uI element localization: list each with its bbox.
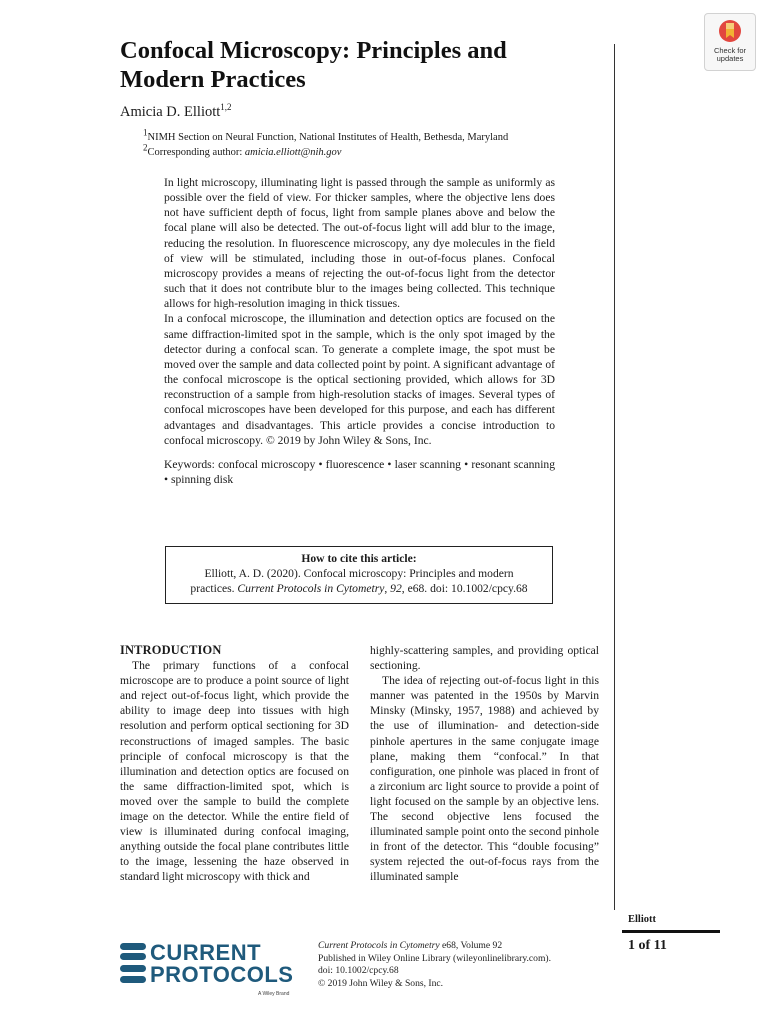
body-column-left xyxy=(120,643,349,885)
page-number: 1 of 11 xyxy=(628,938,667,953)
footer-doi-line[interactable]: doi: 10.1002/cpcy.68 xyxy=(318,965,399,977)
logo-subtitle: A Wiley Brand xyxy=(258,991,290,997)
publication-footer xyxy=(318,940,603,990)
body-paragraph: The idea of rejecting out-of-focus light in this manner was patented in the 1950s by Marvin Minsky (Minsky, 1957, 1988) and achieved by the use of illumination- and detection-side pinhole apertures in the same conjugate image plane, making them “confocal.” In that configuration, one pinhole was placed in front of a zirconium arc light source to provide a point of light focused on the sample by an objective lens. The second objective lens focused the illuminated sample point onto the second pinhole in front of the detector. This “double focusing” system rejected the out-of-focus rays from the illuminated sample xyxy=(370,674,599,884)
keyword: confocal microscopy xyxy=(218,457,316,471)
footer-copyright-line: © 2019 John Wiley & Sons, Inc. xyxy=(318,977,444,989)
badge-line1: Check for xyxy=(713,46,747,55)
keywords-label: Keywords: xyxy=(164,457,215,471)
check-for-updates-badge[interactable] xyxy=(704,13,756,71)
citation-volume: 92 xyxy=(390,582,402,595)
logo-word-protocols: PROTOCOLS xyxy=(150,962,294,987)
keywords: Keywords: confocal microscopy • fluorescence • laser scanning • resonant scanning • spinning disk xyxy=(164,457,556,486)
citation-line-1: Elliott, A. D. (2020). Confocal microscopy: Principles and modern xyxy=(204,567,514,580)
current-protocols-logo xyxy=(120,942,300,996)
logo-word-current: CURRENT xyxy=(150,940,262,965)
keyword: spinning disk xyxy=(170,472,234,486)
author-line xyxy=(120,104,232,121)
body-column-right xyxy=(370,643,599,885)
page-number-rule xyxy=(622,930,720,933)
citation-heading: How to cite this article: xyxy=(301,552,417,565)
keyword: laser scanning xyxy=(394,457,461,471)
keyword: fluorescence xyxy=(325,457,385,471)
author-marks: 1,2 xyxy=(220,102,232,113)
body-paragraph: highly-scattering samples, and providing optical sectioning. xyxy=(370,644,599,673)
footer-journal-line: Current Protocols in Cytometry e68, Volume 92 xyxy=(318,940,503,951)
affiliation-1: $^1$NIMH Section on Neural Function, National Institutes of Health, Bethesda, Maryland xyxy=(143,127,509,143)
affiliation-2: $^2$Corresponding author: amicia.elliott@nih.gov xyxy=(143,142,342,158)
citation-journal: Current Protocols in Cytometry xyxy=(237,582,385,595)
badge-line2: updates xyxy=(716,54,744,63)
author-name: Amicia D. Elliott xyxy=(120,104,221,120)
abstract xyxy=(164,175,555,487)
abstract-paragraph-1: In light microscopy, illuminating light is passed through the sample as uniformly as possible over the field of view. For thicker samples, where the objective lens does not have sufficient depth of focus, light from sample planes above and below the focal plane will also be detected. The out-of-focus light will add blur to the image, reducing the resolution. In fluorescence microscopy, any dye molecules in the field of view will be stimulated, including those in out-of-focus planes. Confocal microscopy provides a means of rejecting the out-of-focus light from the detector such that it does not contribute blur to the images being collected. This technique allows for high-resolution imaging in thick tissues. xyxy=(164,176,555,311)
corresponding-email-link[interactable]: amicia.elliott@nih.gov xyxy=(244,147,342,158)
citation-line-2: practices. Current Protocols in Cytometry, 92, e68. doi: 10.1002/cpcy.68 xyxy=(190,582,528,595)
keyword: resonant scanning xyxy=(471,457,556,471)
citation-box xyxy=(165,546,553,604)
footer-published-line: Published in Wiley Online Library (wileyonlinelibrary.com). xyxy=(318,952,552,964)
column-divider-rule xyxy=(614,44,615,910)
affiliations xyxy=(143,127,593,160)
article-title: Confocal Microscopy: Principles and Modern Practices xyxy=(120,37,507,93)
abstract-paragraph-2: In a confocal microscope, the illumination and detection optics are focused on the same diffraction-limited spot in the sample, which is the only spot imaged by the detector during a confocal scan. To generate a complete image, the spot must be moved over the sample and data collected point by point. A significant advantage of the confocal microscope is the optical sectioning provided, which allows for 3D reconstruction of a sample from high-resolution stacks of images. Several types of confocal microscopes have been developed for this purpose, and each has different advantages and disadvantages. This article provides a concise introduction to confocal microscopy. © 2019 by John Wiley & Sons, Inc. xyxy=(164,312,555,447)
running-head: Elliott xyxy=(628,914,656,925)
logo-bars-icon xyxy=(120,943,146,991)
section-heading-introduction: INTRODUCTION xyxy=(120,643,222,657)
body-paragraph: The primary functions of a confocal microscope are to produce a point source of light and reject out-of-focus light, which provide the ability to image deep into tissues with high resolution and perform optical sectioning for 3D reconstructions of imaged samples. The basic principle of confocal microscopy is that the illumination and detection optics are focused on the same diffraction-limited spot, which is moved over the sample to build the complete image on the detector. While the entire field of view is illuminated during confocal imaging, anything outside the focal plane contributes little to the image, lessening the haze observed in standard light microscopy with thick and xyxy=(120,659,349,884)
bookmark-icon xyxy=(718,19,742,45)
